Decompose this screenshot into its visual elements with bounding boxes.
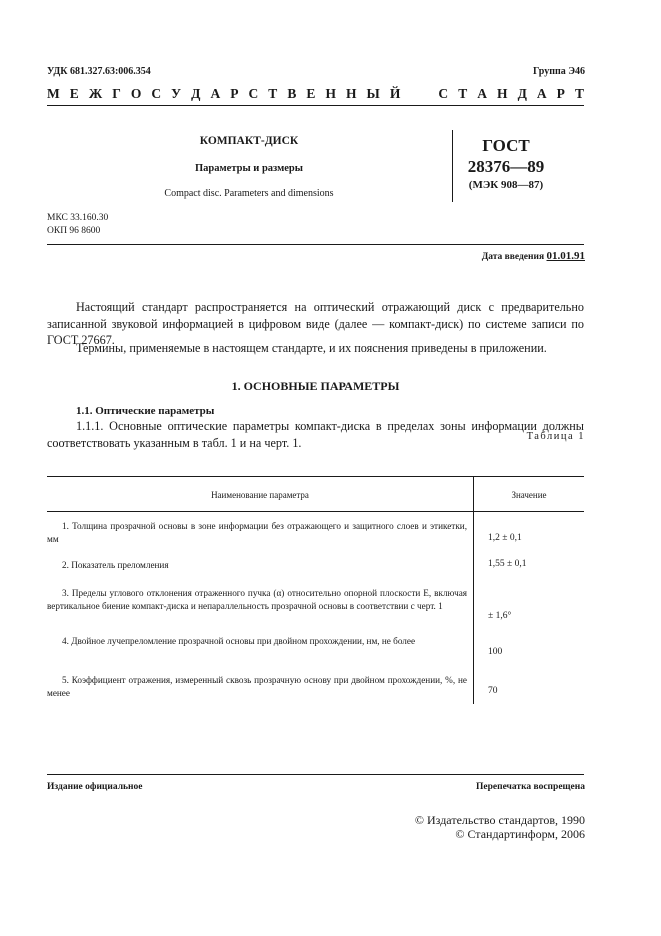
udk-code: УДК 681.327.63:006.354: [47, 66, 151, 77]
banner-letter: Д: [191, 86, 201, 101]
footer-rule: [47, 774, 584, 775]
iec-reference: (МЭК 908—87): [468, 179, 544, 191]
table-row-name: 1. Толщина прозрачной основы в зоне информации без отражающего и защитного слоев и этикетки, мм: [47, 521, 467, 544]
banner-letter: Е: [306, 86, 316, 101]
table-row-name: 3. Пределы углового отклонения отраженного пучка (α) относительно опорной плоскости E, включая вертикальное биение компакт-диска и непараллельность прозрачной основы в соответствии с черт. 1: [47, 588, 467, 611]
gost-number: 28376—89: [467, 157, 545, 176]
table-row-name: 4. Двойное лучепреломление прозрачной основы при двойном прохождении, нм, не более: [62, 636, 416, 646]
table-row-value: 100: [488, 647, 503, 657]
banner-letter: У: [171, 86, 182, 101]
banner-letter: Т: [268, 86, 278, 101]
header-rule: [47, 244, 584, 245]
document-subtitle: Параметры и размеры: [195, 163, 303, 174]
banner-letter: А: [477, 86, 487, 101]
banner-letter: Е: [69, 86, 79, 101]
banner-rule: [47, 105, 584, 106]
banner-letter: Т: [458, 86, 468, 101]
okp-code: ОКП 96 8600: [47, 226, 101, 236]
intro-date-label: Дата введения: [481, 252, 545, 262]
banner-letter: Ы: [366, 86, 380, 101]
document-title: КОМПАКТ-ДИСК: [199, 135, 299, 147]
terms-paragraph: Термины, применяемые в настоящем стандарте, и их пояснения приведены в приложении.: [76, 341, 547, 355]
banner-letter: О: [130, 86, 142, 101]
table-row-value: 70: [488, 686, 498, 696]
scope-paragraph: Настоящий стандарт распространяется на оптический отражающий диск с предварительно записанной звуковой информацией в цифровом виде (далее — компакт-диск) по системе записи по ГОСТ 27667.: [47, 300, 584, 347]
banner-letter: С: [438, 86, 449, 101]
table-caption: Таблица 1: [526, 431, 585, 442]
reprint-notice: Перепечатка воспрещена: [475, 782, 585, 792]
table-row-value: 1,55 ± 0,1: [488, 559, 527, 569]
title-divider: [452, 130, 453, 202]
banner-letter: А: [210, 86, 221, 101]
banner-letter: Н: [497, 86, 508, 101]
banner-gap: [410, 86, 428, 102]
english-title: Compact disc. Parameters and dimensions: [164, 188, 334, 199]
banner-letter: Р: [230, 86, 239, 101]
banner-letter: Ж: [88, 86, 103, 101]
publisher-copyright-2006: © Стандартинформ, 2006: [455, 827, 585, 841]
group-code: Группа Э46: [533, 66, 585, 77]
banner-letter: Д: [517, 86, 527, 101]
banner-letter: А: [536, 86, 547, 101]
table-header-value: Значение: [511, 490, 547, 500]
intro-date-value: 01.01.91: [546, 250, 585, 262]
interstate-standard-banner: [47, 86, 584, 102]
requirements-paragraph: 1.1.1. Основные оптические параметры компакт-диска в пределах зоны информации должны соответствовать указанным в табл. 1 и на черт. 1.: [47, 419, 584, 450]
banner-letter: С: [151, 86, 162, 101]
table-column-divider: [473, 476, 474, 704]
table-row-value: ± 1,6°: [488, 611, 512, 621]
banner-letter: С: [248, 86, 259, 101]
table-header-rule: [47, 511, 584, 512]
section-heading: 1. ОСНОВНЫЕ ПАРАМЕТРЫ: [231, 379, 400, 393]
gost-label: ГОСТ: [482, 136, 530, 155]
official-edition: Издание официальное: [47, 782, 143, 792]
banner-letter: В: [287, 86, 297, 101]
banner-letter: М: [47, 86, 60, 101]
table-row-value: 1,2 ± 0,1: [488, 533, 522, 543]
banner-letter: Й: [389, 86, 401, 101]
banner-letter: Н: [325, 86, 336, 101]
publisher-copyright-1990: © Издательство стандартов, 1990: [414, 813, 585, 827]
banner-letter: Т: [574, 86, 584, 101]
subsection-heading: 1.1. Оптические параметры: [76, 405, 215, 417]
table-row-name: 2. Показатель преломления: [62, 560, 169, 570]
intro-date: [482, 250, 585, 262]
table-top-rule: [47, 476, 584, 477]
table-header-parameter: Наименование параметра: [211, 490, 309, 500]
table-row-name: 5. Коэффициент отражения, измеренный сквозь прозрачную основу при двойном прохождении, %, не менее: [47, 675, 467, 698]
mks-code: МКС 33.160.30: [47, 213, 109, 223]
banner-letter: Р: [556, 86, 565, 101]
banner-letter: Г: [112, 86, 121, 101]
banner-letter: Н: [345, 86, 357, 101]
